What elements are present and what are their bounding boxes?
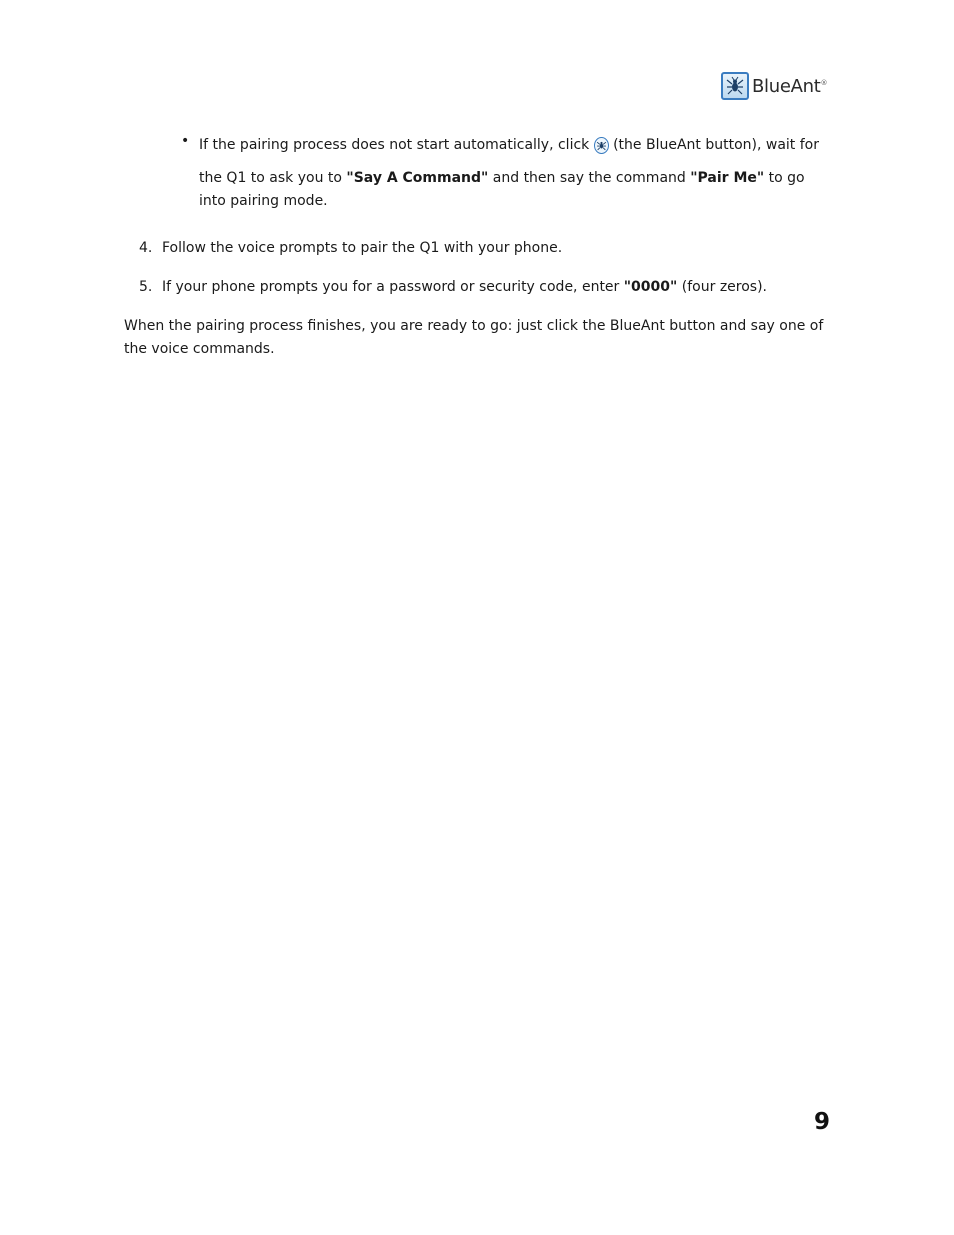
step-4-text: Follow the voice prompts to pair the Q1 with your phone. [162,240,563,256]
bullet-marker: • [181,133,190,149]
step-5-text: If your phone prompts you for a password or security code, enter "0000" (four zeros). [162,279,767,295]
blueant-button-icon [594,137,609,154]
bullet-text-c: the Q1 to ask you to [199,170,347,186]
bullet-text-b: (the BlueAnt button), wait for [613,136,819,153]
bullet-text-e: to go into pairing mode. [199,170,805,209]
passcode-value: "0000" [623,279,678,295]
ant-icon [721,72,749,100]
blueant-logo [721,70,827,102]
bullet-item [199,133,819,213]
pair-me-phrase: "Pair Me" [690,170,765,186]
closing-paragraph: When the pairing process finishes, you are ready to go: just click the BlueAnt button and say one of the voice commands. [124,318,824,357]
brand-name: BlueAnt® [752,75,828,97]
step-5-number: 5. [139,279,153,295]
page-number: 9 [814,1109,831,1135]
say-a-command-phrase: "Say A Command" [346,170,489,186]
step-4-number: 4. [139,240,153,256]
bullet-text-a: If the pairing process does not start automatically, click [199,136,590,153]
bullet-text-d: and then say the command [488,170,691,186]
